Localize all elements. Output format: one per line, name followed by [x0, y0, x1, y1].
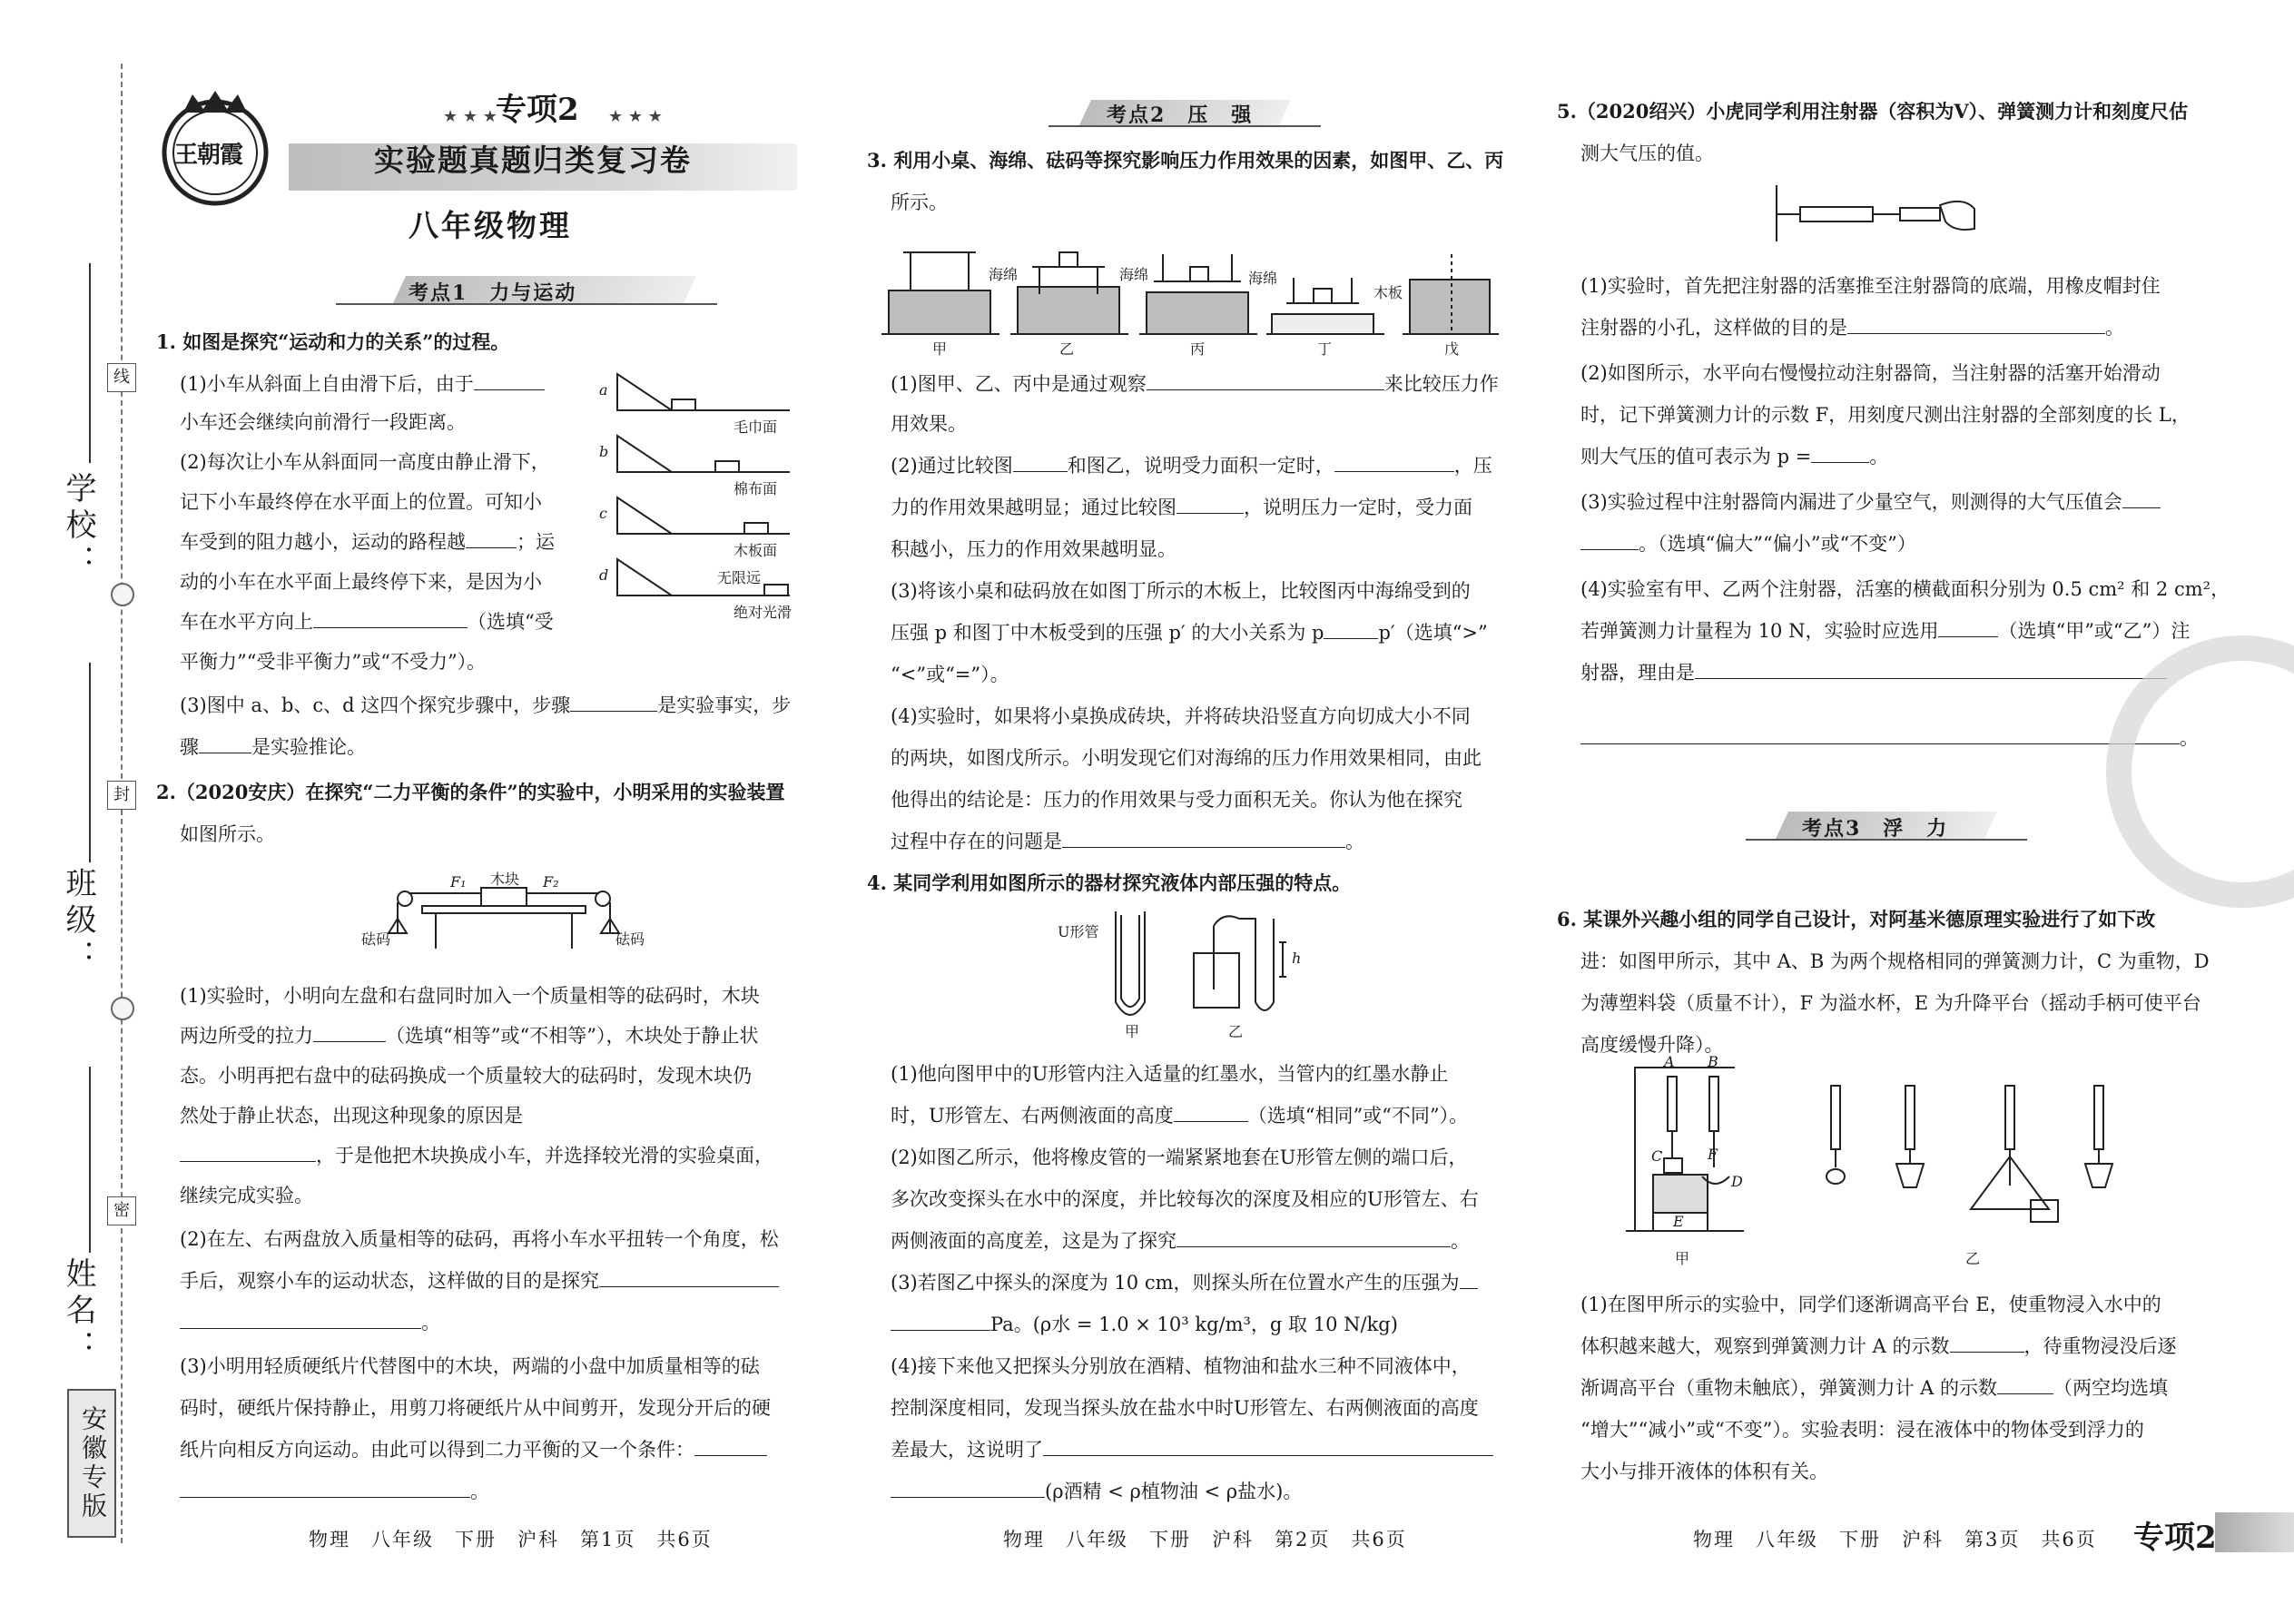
force-label: F₁: [450, 873, 467, 891]
column-2: [867, 0, 1507, 1624]
q5-text: 时，记下弹簧测力计的示数 F，用刻度尺测出注射器的全部刻度的长 L，: [1580, 404, 2191, 426]
exam-title: 实验题真题归类复习卷: [374, 143, 692, 178]
q2-text: 。: [180, 1307, 440, 1338]
answer-blank[interactable]: [313, 607, 468, 628]
seal-char-seal: 封: [107, 781, 136, 810]
section-title-pressure: 考点2 压 强: [1107, 103, 1254, 127]
topic-badge: 专项2: [2133, 1520, 2217, 1556]
fig-caption: 丁: [1317, 340, 1333, 358]
fig-letter: B: [1708, 1053, 1718, 1070]
surface-label: 绝对光滑: [733, 604, 793, 621]
seal-char-line: 线: [107, 363, 136, 392]
q5-text: 射器，理由是: [1580, 657, 2167, 688]
board-label: 木板: [1373, 284, 1403, 301]
q1-text: 平衡力”“受非平衡力”或“不受力”）。: [180, 651, 487, 673]
q2-text: 码时，硬纸片保持静止，用剪刀将硬纸片从中间剪开，发现分开后的硬: [180, 1397, 771, 1419]
q3-text: 压强 p 和图丁中木板受到的压强 p′ 的大小关系为 p p′（选填“>”: [891, 617, 1488, 648]
class-field[interactable]: [89, 663, 91, 862]
fig-letter: C: [1651, 1147, 1663, 1165]
answer-blank[interactable]: [1997, 1373, 2053, 1394]
q4-text: (2)如图乙所示，他将橡皮管的一端紧紧地套在U形管左侧的端口后，: [891, 1147, 1468, 1168]
answer-blank[interactable]: [199, 733, 251, 753]
force-label: F₂: [543, 873, 559, 891]
answer-blank[interactable]: [599, 1266, 779, 1287]
fig-caption: 甲: [1125, 1023, 1140, 1040]
q4-text: (ρ酒精 < ρ植物油 < ρ盐水)。: [891, 1476, 1302, 1507]
q4-text: 时，U形管左、右两侧液面的高度 （选填“相同”或“不同”）。: [891, 1100, 1468, 1131]
utube-label: U形管: [1058, 923, 1099, 940]
q5-text: 注射器的小孔，这样做的目的是 。: [1580, 312, 2124, 343]
answer-blank[interactable]: [180, 1141, 316, 1162]
q2-text: 。: [180, 1476, 489, 1507]
section-title-buoyancy: 考点3 浮 力: [1802, 817, 1949, 841]
q3-text: 他得出的结论是：压力的作用效果与受力面积无关。你认为他在探究: [891, 789, 1462, 811]
q5-text: 测大气压的值。: [1580, 143, 1714, 164]
fig-caption: 甲: [1675, 1250, 1690, 1267]
answer-blank[interactable]: [1580, 723, 2180, 744]
sponge-label: 海绵: [1248, 270, 1278, 287]
answer-blank[interactable]: [474, 369, 545, 390]
q6-stem: 6. 某课外兴趣小组的同学自己设计，对阿基米德原理实验进行了如下改: [1557, 908, 2156, 930]
section-title-force: 考点1 力与运动: [409, 281, 577, 305]
q6-text: 进：如图甲所示，其中 A、B 为两个规格相同的弹簧测力计，C 为重物，D: [1580, 950, 2210, 972]
logo-text: 王朝霞: [174, 142, 243, 169]
q3-text: 积越小，压力的作用效果越明显。: [891, 538, 1177, 560]
surface-label: 棉布面: [733, 480, 778, 497]
surface-label: 无限远: [717, 569, 762, 586]
q6-text: 渐调高平台（重物未触底），弹簧测力计 A 的示数 （两空均选填: [1580, 1373, 2168, 1403]
q1-stem: 1. 如图是探究“运动和力的关系”的过程。: [156, 330, 510, 353]
binding-strip: [0, 0, 136, 1624]
q2-text: (1)实验时，小明向左盘和右盘同时加入一个质量相等的砝码时，木块: [180, 985, 760, 1007]
fig-letter: a: [599, 381, 608, 399]
q5-text: (4)实验室有甲、乙两个注射器，活塞的横截面积分别为 0.5 cm² 和 2 cm²，: [1580, 578, 2230, 600]
publisher-logo: [156, 89, 274, 207]
fig-letter: F: [1708, 1146, 1718, 1163]
q1-text: 小车还会继续向前滑行一段距离。: [180, 411, 466, 433]
q5-text: (2)如图所示，水平向右慢慢拉动注射器筒，当注射器的活塞开始滑动: [1580, 362, 2161, 384]
name-field[interactable]: [89, 1067, 91, 1253]
utube-figure: [1058, 908, 1312, 1044]
answer-blank[interactable]: [2122, 487, 2161, 508]
q2-text: 继续完成实验。: [180, 1185, 313, 1206]
binding-ring: [111, 583, 134, 606]
answer-blank[interactable]: [570, 691, 657, 712]
answer-blank[interactable]: [1580, 529, 1639, 550]
syringe-figure: [1773, 178, 1982, 251]
fig-caption: 乙: [1965, 1250, 1981, 1267]
page-footer: 物理 八年级 下册 沪科 第1页 共6页: [309, 1529, 713, 1550]
surface-label: 木板面: [733, 542, 778, 559]
answer-blank[interactable]: [1177, 1226, 1451, 1247]
q3-text: 过程中存在的问题是 。: [891, 826, 1364, 857]
q4-text: (1)他向图甲中的U形管内注入适量的红墨水，当管内的红墨水静止: [891, 1063, 1449, 1085]
q5-text: 。: [1580, 723, 2199, 753]
fig-letter: d: [599, 566, 609, 584]
pressure-figure: [881, 227, 1499, 358]
class-label: 班级：: [60, 867, 96, 976]
q1-text: 记下小车最终停在水平面上的位置。可知小: [180, 491, 542, 513]
name-label: 姓名：: [60, 1257, 96, 1366]
answer-blank[interactable]: [891, 1310, 990, 1331]
column-3: [1557, 0, 2230, 1624]
answer-blank[interactable]: [1324, 618, 1378, 639]
page-footer: 物理 八年级 下册 沪科 第3页 共6页: [1693, 1529, 2097, 1550]
answer-blank[interactable]: [466, 527, 517, 548]
q3-text: 的两块，如图戊所示。小明发现它们对海绵的压力作用效果相同，由此: [891, 747, 1482, 769]
q3-text: (4)实验时，如果将小桌换成砖块，并将砖块沿竖直方向切成大小不同: [891, 705, 1471, 727]
weight-label: 砝码: [361, 930, 391, 948]
q4-text: (3)若图乙中探头的深度为 10 cm，则探头所在位置水产生的压强为: [891, 1267, 1478, 1298]
page-footer: 物理 八年级 下册 沪科 第2页 共6页: [1003, 1529, 1407, 1550]
fig-caption: 甲: [932, 340, 948, 358]
q6-text: 为薄塑料袋（质量不计），F 为溢水杯，E 为升降平台（摇动手柄可使平台: [1580, 992, 2201, 1014]
block-label: 木块: [490, 871, 520, 888]
q1-text: 车在水平方向上 （选填“受: [180, 606, 554, 637]
q4-text: 差最大，这说明了: [891, 1434, 1493, 1465]
q5-stem: 5.（2020绍兴）小虎同学利用注射器（容积为V）、弹簧测力计和刻度尺估: [1557, 100, 2189, 123]
q1-text: (1)小车从斜面上自由滑下后，由于: [180, 369, 545, 399]
column-1: [154, 0, 817, 1624]
answer-blank[interactable]: [1460, 1268, 1478, 1289]
answer-blank[interactable]: [313, 1021, 386, 1042]
q3-text: “<”或“=”）。: [891, 664, 1009, 685]
fig-letter: D: [1731, 1173, 1743, 1190]
answer-blank[interactable]: [1334, 451, 1454, 472]
q4-text: 控制深度相同，发现当探头放在盐水中时U形管左、右两侧液面的高度: [891, 1397, 1479, 1419]
answer-blank[interactable]: [1950, 1332, 2024, 1353]
answer-blank[interactable]: [1043, 1435, 1493, 1456]
q6-text: 高度缓慢升降）。: [1580, 1034, 1724, 1056]
sponge-label: 海绵: [989, 266, 1019, 283]
weight-label: 砝码: [615, 930, 645, 948]
q4-stem: 4. 某同学利用如图所示的器材探究液体内部压强的特点。: [867, 871, 1352, 894]
height-label: h: [1292, 950, 1302, 967]
stars-left: ★ ★ ★: [443, 107, 497, 126]
q2-text: 两边所受的拉力 （选填“相等”或“不相等”），木块处于静止状: [180, 1020, 758, 1051]
answer-blank[interactable]: [1013, 451, 1068, 472]
fig-letter: E: [1673, 1213, 1684, 1230]
fig-caption: 戊: [1444, 340, 1460, 358]
q3-stem: 3. 利用小桌、海绵、砝码等探究影响压力作用效果的因素，如图甲、乙、丙: [867, 149, 1504, 172]
q2-text: 纸片向相反方向运动。由此可以得到二力平衡的又一个条件：: [180, 1434, 767, 1465]
q4-text: 两侧液面的高度差，这是为了探究 。: [891, 1225, 1470, 1256]
q1-text: 骤 是实验推论。: [180, 732, 366, 763]
exam-subtitle: 八年级物理: [409, 208, 572, 243]
answer-blank[interactable]: [1695, 658, 2167, 679]
q5-text: 。（选填“偏大”“偏小”或“不变”）: [1580, 528, 1916, 559]
q6-text: (1)在图甲所示的实验中，同学们逐渐调高平台 E，使重物浸入水中的: [1580, 1294, 2161, 1315]
fig-letter: c: [599, 505, 607, 522]
q2-text: ，于是他把木块换成小车，并选择较光滑的实验桌面，: [180, 1140, 773, 1171]
stars-right: ★ ★ ★: [608, 107, 663, 126]
q3-text: 力的作用效果越明显；通过比较图 ，说明压力一定时，受力面: [891, 492, 1472, 523]
answer-blank[interactable]: [1811, 442, 1869, 463]
answer-blank[interactable]: [1177, 493, 1244, 514]
q1-text: 动的小车在水平面上最终停下来，是因为小: [180, 571, 542, 593]
q4-text: Pa。(ρ水 = 1.0 × 10³ kg/m³，g 取 10 N/kg): [891, 1309, 1398, 1340]
fig-caption: 丙: [1190, 340, 1206, 358]
topic-title: 专项2: [496, 92, 579, 128]
answer-blank[interactable]: [1147, 369, 1384, 390]
answer-blank[interactable]: [180, 1308, 421, 1329]
q5-text: (3)实验过程中注射器筒内漏进了少量空气，则测得的大气压值会: [1580, 487, 2161, 517]
q5-text: 则大气压的值可表示为 p = 。: [1580, 441, 1888, 472]
q3-text: 用效果。: [891, 413, 967, 435]
q3-text: (2)通过比较图 和图乙，说明受力面积一定时， ，压: [891, 450, 1492, 481]
q1-text: 车受到的阻力越小，运动的路程越 ；运: [180, 527, 555, 557]
edition-tag: 安徽专版: [67, 1389, 116, 1538]
q2-text: 如图所示。: [180, 823, 275, 845]
q3-text: (1)图甲、乙、丙中是通过观察 来比较压力作: [891, 369, 1499, 399]
q2-text: (2)在左、右两盘放入质量相等的砝码，再将小车水平扭转一个角度，松: [180, 1228, 779, 1250]
q2-text: 手后，观察小车的运动状态，这样做的目的是探究: [180, 1265, 779, 1296]
q2-text: (3)小明用轻质硬纸片代替图中的木块，两端的小盘中加质量相等的砝: [180, 1355, 760, 1377]
school-label: 学校：: [60, 472, 96, 581]
fig-letter: A: [1664, 1053, 1675, 1070]
q3-text: 所示。: [891, 192, 948, 213]
school-field[interactable]: [89, 263, 91, 463]
balance-figure: [361, 862, 645, 953]
seal-char-secret: 密: [107, 1196, 136, 1225]
ramp-figure: [599, 365, 817, 628]
q4-text: (4)接下来他又把探头分别放在酒精、植物油和盐水三种不同液体中，: [891, 1355, 1471, 1377]
q5-text: (1)实验时，首先把注射器的活塞推至注射器筒的底端，用橡皮帽封住: [1580, 275, 2161, 297]
answer-blank[interactable]: [1847, 313, 2105, 334]
q5-text: 若弹簧测力计量程为 10 N，实验时应选用 （选填“甲”或“乙”）注: [1580, 615, 2190, 646]
answer-blank[interactable]: [891, 1477, 1045, 1498]
badge-bar: [2215, 1512, 2294, 1552]
q2-stem: 2.（2020安庆）在探究“二力平衡的条件”的实验中，小明采用的实验装置: [156, 781, 785, 803]
binding-ring: [111, 997, 134, 1020]
sponge-label: 海绵: [1119, 266, 1149, 283]
q3-text: (3)将该小桌和砝码放在如图丁所示的木板上，比较图丙中海绵受到的: [891, 580, 1471, 602]
q1-text: (2)每次让小车从斜面同一高度由静止滑下，: [180, 451, 550, 473]
fig-caption: 乙: [1059, 340, 1075, 358]
answer-blank[interactable]: [1938, 616, 1998, 637]
q1-text: (3)图中 a、b、c、d 这四个探究步骤中，步骤 是实验事实，步: [180, 690, 791, 721]
answer-blank[interactable]: [1174, 1101, 1248, 1122]
fig-caption: 乙: [1228, 1023, 1244, 1040]
q6-text: 大小与排开液体的体积有关。: [1580, 1461, 1828, 1482]
q6-text: 体积越来越大，观察到弹簧测力计 A 的示数 ，待重物浸没后逐: [1580, 1331, 2177, 1362]
answer-blank[interactable]: [694, 1435, 767, 1456]
answer-blank[interactable]: [180, 1477, 470, 1498]
q4-text: 多次改变探头在水中的深度，并比较每次的深度及相应的U形管左、右: [891, 1188, 1479, 1210]
q2-text: 态。小明再把右盘中的砝码换成一个质量较大的砝码时，发现木块仍: [180, 1065, 752, 1087]
q6-text: “增大”“减小”或“不变”）。实验表明：浸在液体中的物体受到浮力的: [1580, 1419, 2144, 1441]
q2-text: 然处于静止状态，出现这种现象的原因是: [180, 1105, 523, 1127]
answer-blank[interactable]: [1062, 827, 1345, 848]
archimedes-figure: [1608, 1049, 2171, 1267]
surface-label: 毛巾面: [733, 418, 778, 436]
fig-letter: b: [599, 443, 609, 460]
